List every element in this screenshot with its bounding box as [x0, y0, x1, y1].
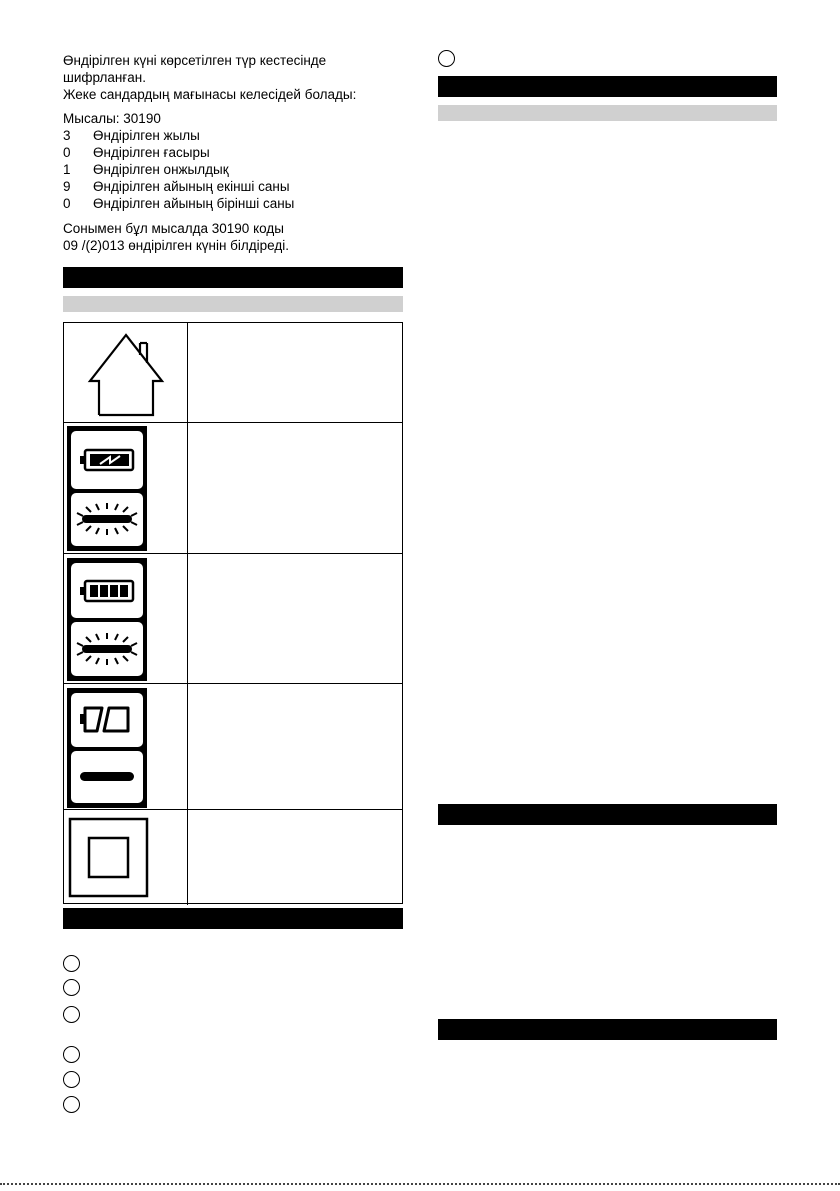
page-bottom-edge	[0, 1183, 840, 1185]
symbol-row	[64, 323, 402, 423]
section-header-bar	[63, 908, 403, 929]
section-header-bar	[438, 1019, 777, 1040]
example-digit: 9	[63, 179, 71, 194]
battery-full-icon	[64, 554, 188, 684]
symbol-row	[64, 423, 402, 554]
example-digit: 3	[63, 128, 71, 143]
example-row	[63, 161, 294, 178]
intro-line: шифрланған.	[63, 70, 147, 85]
symbol-icon-cell	[64, 323, 188, 422]
symbol-row	[64, 554, 402, 684]
symbols-table	[63, 322, 403, 904]
conclusion-paragraph	[63, 220, 289, 254]
example-meaning: Өндірілген айының бірінші саны	[93, 196, 295, 211]
callout-circle	[63, 1046, 80, 1063]
section-header-bar	[63, 267, 403, 288]
intro-paragraph	[63, 52, 356, 103]
callout-circle	[63, 1096, 80, 1113]
subsection-header-bar	[63, 296, 403, 312]
symbol-icon-cell	[64, 423, 188, 553]
example-meaning: Өндірілген айының екінші саны	[93, 179, 290, 194]
battery-defective-icon	[64, 684, 188, 810]
example-row	[63, 178, 294, 195]
example-digit: 0	[63, 145, 71, 160]
intro-line: Өндірілген күні көрсетілген түр кестесінде	[63, 53, 327, 68]
symbol-row	[64, 810, 402, 905]
symbol-icon-cell	[64, 810, 188, 905]
example-meaning: Өндірілген ғасыры	[93, 145, 210, 160]
callout-circle	[438, 50, 455, 67]
conclusion-line: Сонымен бұл мысалда 30190 коды	[63, 221, 284, 236]
conclusion-line: 09 /(2)013 өндірілген күнін білдіреді.	[63, 238, 290, 253]
section-header-bar	[438, 76, 777, 97]
callout-circle	[63, 1006, 80, 1023]
example-meaning: Өндірілген жылы	[93, 128, 200, 143]
example-row	[63, 127, 294, 144]
house-icon	[64, 323, 188, 423]
callout-circle	[63, 1071, 80, 1088]
example-meaning: Өндірілген онжылдық	[93, 162, 229, 177]
callout-circle	[63, 979, 80, 996]
battery-charging-icon	[64, 423, 188, 554]
example-row	[63, 195, 294, 212]
example-block	[63, 110, 294, 212]
double-insulation-icon	[64, 810, 188, 905]
example-digit: 1	[63, 162, 71, 177]
section-header-bar	[438, 804, 777, 825]
example-digit: 0	[63, 196, 71, 211]
example-label: Мысалы: 30190	[63, 111, 161, 126]
example-row	[63, 144, 294, 161]
callout-circle	[63, 955, 80, 972]
intro-line: Жеке сандардың мағынасы келесідей болады:	[63, 87, 357, 102]
subsection-header-bar	[438, 105, 777, 121]
symbol-row	[64, 684, 402, 810]
symbol-icon-cell	[64, 684, 188, 809]
symbol-icon-cell	[64, 554, 188, 683]
